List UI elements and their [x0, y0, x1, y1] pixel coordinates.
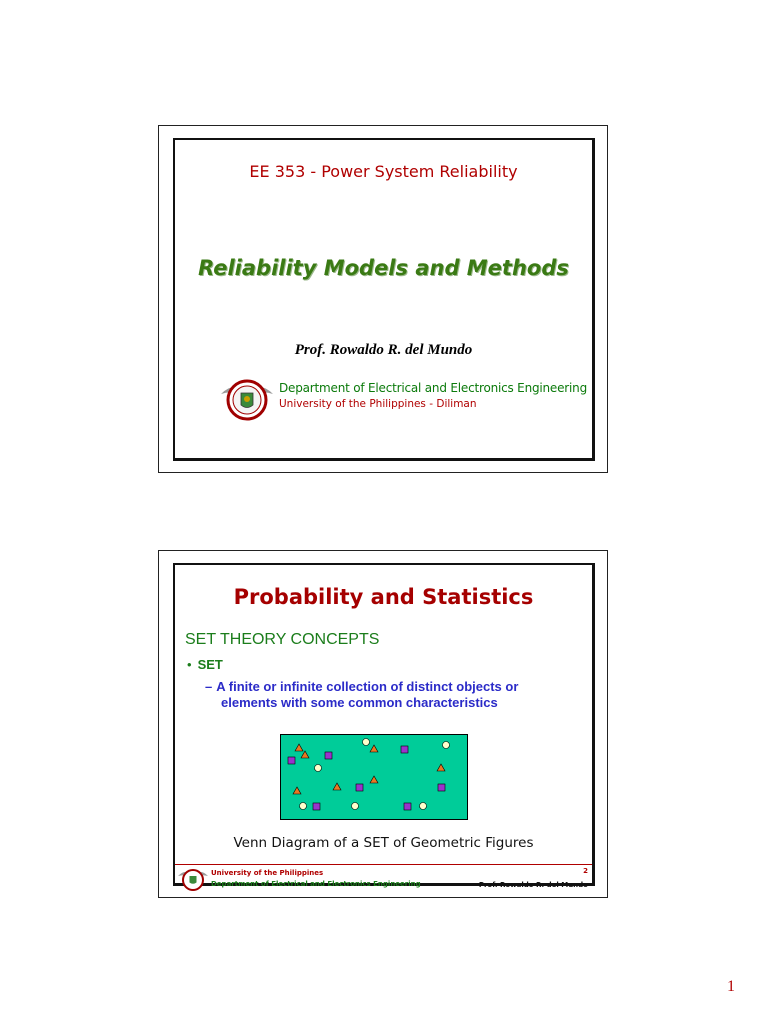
square-shape: [325, 752, 332, 759]
square-shape: [288, 757, 295, 764]
content-slide: [158, 550, 608, 898]
circle-shape: [315, 765, 322, 772]
author-name: Prof. Rowaldo R. del Mundo: [294, 342, 473, 358]
square-shape: [401, 746, 408, 753]
definition-line-1: A finite or infinite collection of distinct objects or: [216, 679, 519, 694]
bullet-item: [187, 657, 223, 672]
circle-shape: [443, 742, 450, 749]
footer-page-number: 2: [583, 867, 588, 875]
definition-line-2: elements with some common characteristics: [221, 695, 498, 710]
dash-icon: –: [205, 679, 213, 694]
circle-shape: [300, 803, 307, 810]
slide-title: Probability and Statistics: [233, 585, 534, 609]
university-name: University of the Philippines - Diliman: [279, 398, 477, 410]
presentation-title: Reliability Models and Methods: [198, 256, 569, 280]
square-shape: [356, 784, 363, 791]
footer-seal-icon: [177, 866, 209, 892]
footer-department: Department of Electrical and Electronics Engineering: [211, 880, 421, 888]
venn-diagram: [280, 734, 468, 820]
venn-caption: Venn Diagram of a SET of Geometric Figures: [233, 835, 534, 851]
course-title: EE 353 - Power System Reliability: [249, 162, 518, 181]
square-shape: [438, 784, 445, 791]
footer-university: University of the Philippines: [211, 869, 324, 877]
circle-shape: [420, 803, 427, 810]
bullet-text: SET: [197, 657, 223, 672]
slide-subtitle: SET THEORY CONCEPTS: [185, 631, 380, 648]
footer-author: Prof. Rowaldo R. del Mundo: [478, 881, 588, 889]
title-slide-frame: [173, 138, 595, 461]
university-seal-icon: [219, 376, 275, 422]
definition-text: [205, 679, 545, 711]
title-slide: [158, 125, 608, 473]
footer-divider: [175, 864, 592, 865]
square-shape: [313, 803, 320, 810]
department-name: Department of Electrical and Electronics Engineering: [279, 381, 587, 395]
circle-shape: [352, 803, 359, 810]
bullet-dot-icon: •: [187, 657, 192, 672]
page-number: 1: [727, 978, 735, 995]
content-slide-frame: [173, 563, 595, 889]
circle-shape: [363, 739, 370, 746]
square-shape: [404, 803, 411, 810]
